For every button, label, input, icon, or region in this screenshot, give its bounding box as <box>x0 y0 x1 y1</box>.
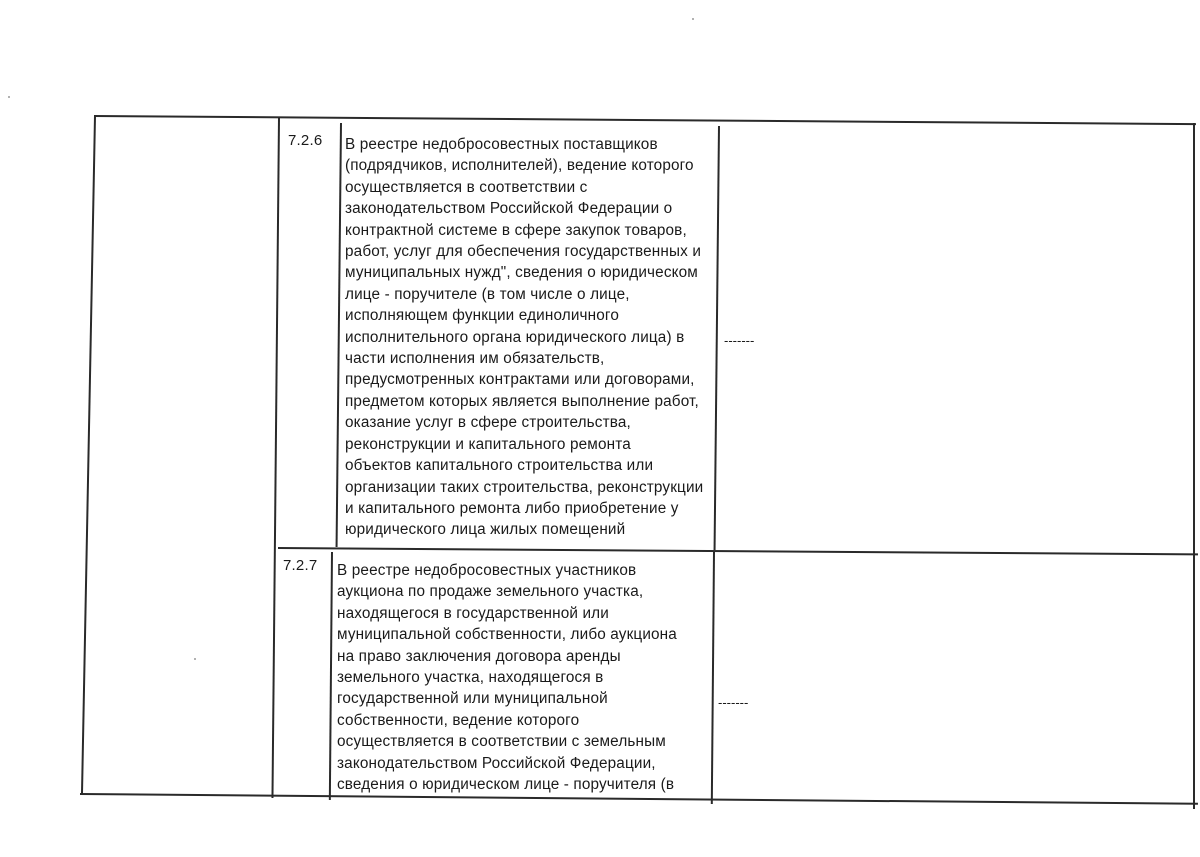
row-divider <box>278 547 1198 555</box>
scan-speck <box>692 18 694 20</box>
row-number: 7.2.6 <box>288 132 323 149</box>
column-divider-2-row1 <box>336 123 342 547</box>
row-number: 7.2.7 <box>283 557 318 574</box>
scan-speck <box>8 96 10 98</box>
column-divider-1 <box>271 118 280 798</box>
scan-speck <box>194 658 196 660</box>
table-right-border <box>1193 123 1195 809</box>
row-description: В реестре недобросовестных участников аукциона по продаже земельного участка, находящегося в государственной или муниципальной собственности, либо аукциона на право заключения договора аренды земельного участка, находящегося в государственной или муниципальной собственности, ведение которого осуществляется в соответствии с земельным законодательством Российской Федерации, сведения о юридическом лице - поручителя (в <box>337 562 677 794</box>
table-top-border <box>94 115 1196 125</box>
column-divider-2-row2 <box>329 552 333 800</box>
table-left-border <box>81 116 96 794</box>
row-value-dash: ------- <box>718 695 749 710</box>
row-value-dash: ------- <box>724 333 755 348</box>
row-description: В реестре недобросовестных поставщиков (подрядчиков, исполнителей), ведение которого осуществляется в соответствии с законодательством Российской Федерации о контрактной системе в сфере закупок товаров, работ, услуг для обеспечения государственных и муниципальных нужд", сведения о юридическом лице - поручителе (в том числе о лице, исполняющем функции единоличного исполнительного органа юридического лица) в части исполнения им обязательств, предусмотренных контрактами или договорами, предметом которых является выполнение работ, оказание услуг в сфере строительства, реконструкции и капитального ремонта объектов капитального строительства или организации таких строительства, реконструкции и капитального ремонта либо приобретение у юридического лица жилых помещений <box>345 136 704 539</box>
